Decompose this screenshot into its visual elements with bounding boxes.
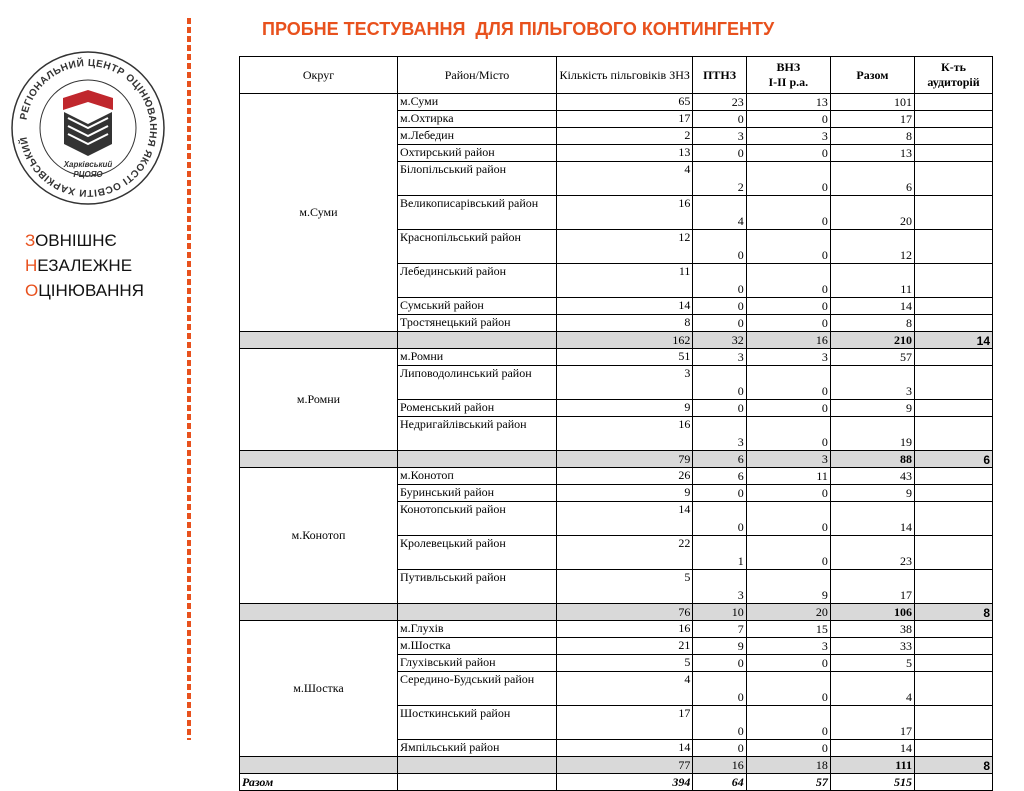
subtotal-empty-cell <box>240 757 398 774</box>
ptnz-count-cell: 23 <box>693 94 746 111</box>
zno-line-2: НЕЗАЛЕЖНЕ <box>25 256 133 275</box>
district-cell: Кролевецький район <box>397 536 556 570</box>
znz-count-cell: 51 <box>556 349 692 366</box>
row-total-cell: 9 <box>830 485 914 502</box>
subtotal-znz-cell: 76 <box>556 604 692 621</box>
znz-count-cell: 3 <box>556 366 692 400</box>
subtotal-total-cell: 210 <box>830 332 914 349</box>
ptnz-count-cell: 7 <box>693 621 746 638</box>
subtotal-empty-cell <box>397 604 556 621</box>
row-total-cell: 19 <box>830 417 914 451</box>
subtotal-empty-cell <box>240 604 398 621</box>
subtotal-ptnz-cell: 10 <box>693 604 746 621</box>
district-cell: Липоводолинський район <box>397 366 556 400</box>
znz-count-cell: 16 <box>556 417 692 451</box>
header-total: Разом <box>830 57 914 94</box>
district-cell: Путивльський район <box>397 570 556 604</box>
vnz-count-cell: 0 <box>746 417 830 451</box>
subtotal-vnz-cell: 16 <box>746 332 830 349</box>
ptnz-count-cell: 0 <box>693 502 746 536</box>
subtotal-total-cell: 111 <box>830 757 914 774</box>
district-cell: Білопільський район <box>397 162 556 196</box>
ptnz-count-cell: 0 <box>693 366 746 400</box>
ptnz-count-cell: 0 <box>693 400 746 417</box>
ptnz-count-cell: 1 <box>693 536 746 570</box>
dotted-divider <box>187 18 191 740</box>
district-cell: м.Конотоп <box>397 468 556 485</box>
table-row <box>240 349 993 366</box>
vnz-count-cell: 9 <box>746 570 830 604</box>
auditoriums-cell <box>914 366 992 400</box>
subtotal-auditoriums-cell: 6 <box>914 451 992 468</box>
auditoriums-cell <box>914 706 992 740</box>
district-cell: Конотопський район <box>397 502 556 536</box>
row-total-cell: 8 <box>830 315 914 332</box>
vnz-count-cell: 0 <box>746 315 830 332</box>
district-cell: Краснопільський район <box>397 230 556 264</box>
table-body <box>240 94 993 791</box>
auditoriums-cell <box>914 638 992 655</box>
subtotal-znz-cell: 79 <box>556 451 692 468</box>
logo-name-line1: Харківський <box>63 160 113 169</box>
vnz-count-cell: 3 <box>746 128 830 145</box>
row-total-cell: 13 <box>830 145 914 162</box>
subtotal-row <box>240 451 993 468</box>
row-total-cell: 11 <box>830 264 914 298</box>
district-cell: Шосткинський район <box>397 706 556 740</box>
vnz-count-cell: 0 <box>746 740 830 757</box>
row-total-cell: 9 <box>830 400 914 417</box>
auditoriums-cell <box>914 740 992 757</box>
header-ptnz: ПТНЗ <box>693 57 746 94</box>
znz-count-cell: 22 <box>556 536 692 570</box>
znz-count-cell: 9 <box>556 485 692 502</box>
znz-count-cell: 17 <box>556 706 692 740</box>
znz-count-cell: 65 <box>556 94 692 111</box>
vnz-count-cell: 0 <box>746 145 830 162</box>
okrug-cell: м.Суми <box>240 94 398 332</box>
ptnz-count-cell: 9 <box>693 638 746 655</box>
znz-count-cell: 8 <box>556 315 692 332</box>
subtotal-znz-cell: 162 <box>556 332 692 349</box>
district-cell: Тростянецький район <box>397 315 556 332</box>
auditoriums-cell <box>914 502 992 536</box>
subtotal-vnz-cell: 18 <box>746 757 830 774</box>
auditoriums-cell <box>914 145 992 162</box>
vnz-count-cell: 0 <box>746 162 830 196</box>
row-total-cell: 17 <box>830 706 914 740</box>
vnz-count-cell: 0 <box>746 655 830 672</box>
rcoyao-logo <box>8 48 168 208</box>
znz-count-cell: 11 <box>556 264 692 298</box>
auditoriums-cell <box>914 128 992 145</box>
table-row <box>240 94 993 111</box>
row-total-cell: 38 <box>830 621 914 638</box>
table-row <box>240 468 993 485</box>
auditoriums-cell <box>914 672 992 706</box>
row-total-cell: 6 <box>830 162 914 196</box>
zno-line-1: ЗОВНІШНЄ <box>25 231 117 250</box>
header-count: Кількість пільговіків ЗНЗ <box>556 57 692 94</box>
ptnz-count-cell: 0 <box>693 655 746 672</box>
row-total-cell: 3 <box>830 366 914 400</box>
grand-total-ptnz-cell: 64 <box>693 774 746 791</box>
ptnz-count-cell: 4 <box>693 196 746 230</box>
grand-total-total-cell: 515 <box>830 774 914 791</box>
auditoriums-cell <box>914 570 992 604</box>
znz-count-cell: 14 <box>556 502 692 536</box>
vnz-count-cell: 0 <box>746 366 830 400</box>
district-cell: Охтирський район <box>397 145 556 162</box>
vnz-count-cell: 0 <box>746 298 830 315</box>
vnz-count-cell: 0 <box>746 706 830 740</box>
row-total-cell: 14 <box>830 740 914 757</box>
znz-count-cell: 2 <box>556 128 692 145</box>
row-total-cell: 23 <box>830 536 914 570</box>
auditoriums-cell <box>914 655 992 672</box>
auditoriums-cell <box>914 264 992 298</box>
auditoriums-cell <box>914 94 992 111</box>
district-cell: Середино-Будський район <box>397 672 556 706</box>
subtotal-empty-cell <box>240 451 398 468</box>
row-total-cell: 14 <box>830 502 914 536</box>
znz-count-cell: 21 <box>556 638 692 655</box>
ptnz-count-cell: 2 <box>693 162 746 196</box>
vnz-count-cell: 0 <box>746 672 830 706</box>
district-cell: Лебединський район <box>397 264 556 298</box>
subtotal-vnz-cell: 3 <box>746 451 830 468</box>
ptnz-count-cell: 3 <box>693 349 746 366</box>
row-total-cell: 17 <box>830 570 914 604</box>
auditoriums-cell <box>914 315 992 332</box>
subtotal-row <box>240 604 993 621</box>
ptnz-count-cell: 0 <box>693 706 746 740</box>
ptnz-count-cell: 6 <box>693 468 746 485</box>
ptnz-count-cell: 0 <box>693 264 746 298</box>
vnz-count-cell: 0 <box>746 264 830 298</box>
auditoriums-cell <box>914 162 992 196</box>
district-cell: м.Лебедин <box>397 128 556 145</box>
auditoriums-cell <box>914 621 992 638</box>
znz-count-cell: 4 <box>556 672 692 706</box>
row-total-cell: 33 <box>830 638 914 655</box>
auditoriums-cell <box>914 196 992 230</box>
header-okrug: Округ <box>240 57 398 94</box>
district-cell: Буринський район <box>397 485 556 502</box>
subtotal-total-cell: 106 <box>830 604 914 621</box>
auditoriums-cell <box>914 536 992 570</box>
header-district: Район/Місто <box>397 57 556 94</box>
znz-count-cell: 16 <box>556 196 692 230</box>
subtotal-auditoriums-cell: 8 <box>914 604 992 621</box>
district-cell: Великописарівський район <box>397 196 556 230</box>
znz-count-cell: 14 <box>556 740 692 757</box>
subtotal-ptnz-cell: 6 <box>693 451 746 468</box>
subtotal-vnz-cell: 20 <box>746 604 830 621</box>
row-total-cell: 43 <box>830 468 914 485</box>
district-cell: м.Шостка <box>397 638 556 655</box>
znz-count-cell: 14 <box>556 298 692 315</box>
row-total-cell: 17 <box>830 111 914 128</box>
subtotal-empty-cell <box>397 757 556 774</box>
znz-count-cell: 12 <box>556 230 692 264</box>
zno-label <box>25 228 144 303</box>
grand-total-auditoriums-cell <box>914 774 992 791</box>
logo-name-line2: РЦОЯО <box>73 170 103 179</box>
district-cell: Глухівський район <box>397 655 556 672</box>
grand-total-vnz-cell: 57 <box>746 774 830 791</box>
district-cell: Роменський район <box>397 400 556 417</box>
okrug-cell: м.Ромни <box>240 349 398 451</box>
header-auditoriums: К-ть аудиторій <box>914 57 992 94</box>
row-total-cell: 5 <box>830 655 914 672</box>
ptnz-count-cell: 0 <box>693 315 746 332</box>
ptnz-count-cell: 0 <box>693 672 746 706</box>
auditoriums-cell <box>914 417 992 451</box>
auditoriums-cell <box>914 230 992 264</box>
row-total-cell: 12 <box>830 230 914 264</box>
grand-total-empty-cell <box>397 774 556 791</box>
district-cell: Ямпільський район <box>397 740 556 757</box>
grand-total-row <box>240 774 993 791</box>
znz-count-cell: 5 <box>556 570 692 604</box>
row-total-cell: 20 <box>830 196 914 230</box>
district-cell: м.Суми <box>397 94 556 111</box>
auditoriums-cell <box>914 468 992 485</box>
district-cell: Недригайлівський район <box>397 417 556 451</box>
ptnz-count-cell: 0 <box>693 111 746 128</box>
vnz-count-cell: 0 <box>746 502 830 536</box>
row-total-cell: 101 <box>830 94 914 111</box>
vnz-count-cell: 0 <box>746 400 830 417</box>
table-header-row <box>240 57 993 94</box>
ptnz-count-cell: 3 <box>693 128 746 145</box>
vnz-count-cell: 3 <box>746 349 830 366</box>
vnz-count-cell: 0 <box>746 536 830 570</box>
row-total-cell: 14 <box>830 298 914 315</box>
znz-count-cell: 16 <box>556 621 692 638</box>
ptnz-count-cell: 0 <box>693 485 746 502</box>
page-title: ПРОБНЕ ТЕСТУВАННЯ ДЛЯ ПІЛЬГОВОГО КОНТИНГЕНТУ <box>262 19 775 39</box>
znz-count-cell: 9 <box>556 400 692 417</box>
auditoriums-cell <box>914 485 992 502</box>
ptnz-count-cell: 0 <box>693 298 746 315</box>
znz-count-cell: 17 <box>556 111 692 128</box>
ptnz-count-cell: 0 <box>693 230 746 264</box>
ptnz-count-cell: 3 <box>693 417 746 451</box>
vnz-count-cell: 13 <box>746 94 830 111</box>
znz-count-cell: 4 <box>556 162 692 196</box>
row-total-cell: 4 <box>830 672 914 706</box>
vnz-count-cell: 0 <box>746 196 830 230</box>
header-vnz: ВНЗ І-ІІ р.а. <box>746 57 830 94</box>
subtotal-znz-cell: 77 <box>556 757 692 774</box>
vnz-count-cell: 0 <box>746 111 830 128</box>
vnz-count-cell: 0 <box>746 230 830 264</box>
subtotal-empty-cell <box>240 332 398 349</box>
subtotal-row <box>240 332 993 349</box>
grand-total-label: Разом <box>240 774 398 791</box>
subtotal-total-cell: 88 <box>830 451 914 468</box>
logo-ring-text: РЕГІОНАЛЬНИЙ ЦЕНТР ОЦІНЮВАННЯ ЯКОСТІ ОСВІТИ ХАРКІВСЬКИЙ <box>18 57 159 199</box>
znz-count-cell: 26 <box>556 468 692 485</box>
results-table <box>239 56 993 791</box>
ptnz-count-cell: 0 <box>693 740 746 757</box>
auditoriums-cell <box>914 349 992 366</box>
subtotal-auditoriums-cell: 8 <box>914 757 992 774</box>
vnz-count-cell: 15 <box>746 621 830 638</box>
vnz-count-cell: 3 <box>746 638 830 655</box>
znz-count-cell: 13 <box>556 145 692 162</box>
okrug-cell: м.Шостка <box>240 621 398 757</box>
subtotal-ptnz-cell: 16 <box>693 757 746 774</box>
ptnz-count-cell: 0 <box>693 145 746 162</box>
subtotal-empty-cell <box>397 332 556 349</box>
district-cell: м.Ромни <box>397 349 556 366</box>
ptnz-count-cell: 3 <box>693 570 746 604</box>
grand-total-znz-cell: 394 <box>556 774 692 791</box>
znz-count-cell: 5 <box>556 655 692 672</box>
district-cell: Сумський район <box>397 298 556 315</box>
subtotal-ptnz-cell: 32 <box>693 332 746 349</box>
row-total-cell: 8 <box>830 128 914 145</box>
zno-line-3: ОЦІНЮВАННЯ <box>25 281 144 300</box>
okrug-cell: м.Конотоп <box>240 468 398 604</box>
row-total-cell: 57 <box>830 349 914 366</box>
auditoriums-cell <box>914 400 992 417</box>
district-cell: м.Охтирка <box>397 111 556 128</box>
subtotal-row <box>240 757 993 774</box>
vnz-count-cell: 11 <box>746 468 830 485</box>
district-cell: м.Глухів <box>397 621 556 638</box>
auditoriums-cell <box>914 298 992 315</box>
subtotal-auditoriums-cell: 14 <box>914 332 992 349</box>
table-row <box>240 621 993 638</box>
vnz-count-cell: 0 <box>746 485 830 502</box>
subtotal-empty-cell <box>397 451 556 468</box>
auditoriums-cell <box>914 111 992 128</box>
